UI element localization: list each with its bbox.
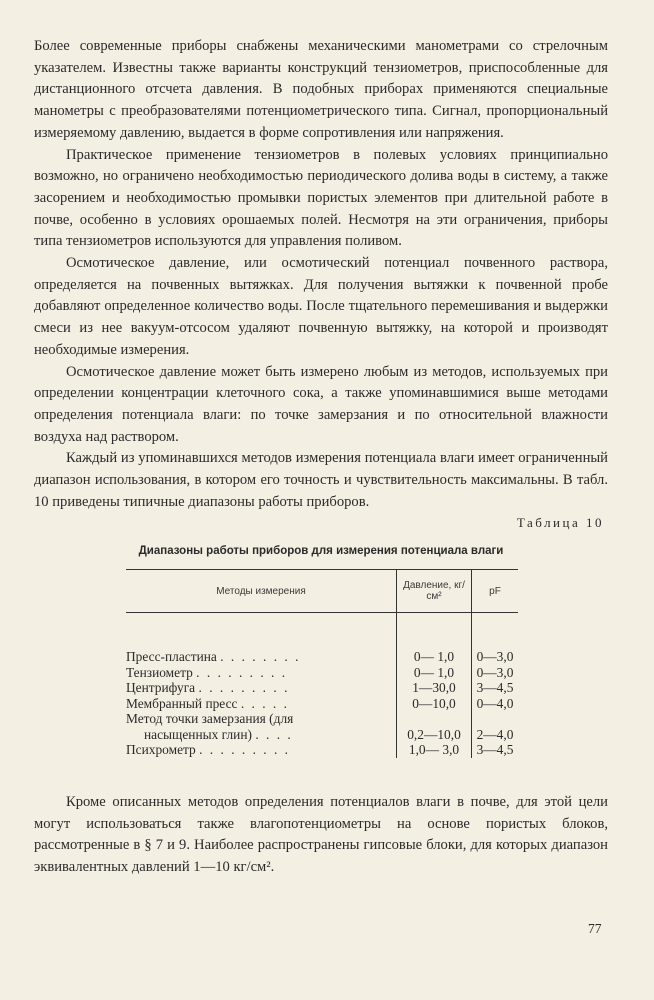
row-method-continuation: насыщенных глин) <box>144 726 252 742</box>
paragraph-5: Каждый из упоминавшихся методов измерения потенциала влаги имеет ограниченный диапазон использования, в котором его точность и чувствительность максимальны. В табл. 10 приведены типичные диапазоны работы приборов. <box>34 450 608 510</box>
row-pf: 0—4,0 <box>472 696 519 712</box>
table-row: Психрометр . . . . . . . . . 1,0— 3,0 3—4,5 <box>126 742 518 758</box>
row-pf: 0—3,0 <box>472 649 519 665</box>
paragraph-4: Осмотическое давление может быть измерено любым из методов, используемых при определении концентрации клеточного сока, а также упоминавшимися выше методами определения потенциала влаги: по точке замерзания и по относительной влажности воздуха над раствором. <box>34 363 608 445</box>
row-pressure: 0—10,0 <box>397 696 472 712</box>
row-pressure: 0,2—10,0 <box>397 727 472 743</box>
row-pf: 0—3,0 <box>472 665 519 681</box>
header-pressure: Давление, кг/см² <box>397 570 472 613</box>
header-pf: pF <box>472 570 519 613</box>
paragraph-3: Осмотическое давление, или осмотический потенциал почвенного раствора, определяется на почвенных вытяжках. Для получения вытяжки к почвенной пробе добавляют определенное количество воды. После тщательного перемешивания и выдержки смеси из нее вакуум-отсосом удаляют почвенную вытяжку, на которой и производят необходимые измерения. <box>34 255 608 358</box>
closing-paragraph: Кроме описанных методов определения потенциалов влаги в почве, для этой цели могут использоваться также влагопотенциометры на основе пористых блоков, рассмотренные в § 7 и 9. Наиболее распространены гипсовые блоки, для которых диапазон эквивалентных давлений 1—10 кг/см². <box>34 793 608 876</box>
ranges-table <box>126 569 518 758</box>
paragraph-2: Практическое применение тензиометров в полевых условиях принципиально возможно, но ограничено необходимостью периодического долива воды в систему, а также засорением и необходимостью промывки пористых элементов при длительной работе в почве, особенно в условиях орошаемых полей. Несмотря на эти ограничения, приборы типа тензиометров используются для управления поливом. <box>34 146 608 250</box>
row-pf: 3—4,5 <box>472 742 519 758</box>
header-method: Методы измерения <box>126 570 397 613</box>
table-row: Пресс-пластина . . . . . . . . 0— 1,0 0—3,0 <box>126 649 518 665</box>
row-pf: 2—4,0 <box>472 727 519 743</box>
table-row: Центрифуга . . . . . . . . . 1—30,0 3—4,5 <box>126 680 518 696</box>
row-pressure: 1—30,0 <box>397 680 472 696</box>
page-content <box>34 36 608 879</box>
table-number: Таблица 10 <box>516 515 604 531</box>
table-row: Тензиометр . . . . . . . . . 0— 1,0 0—3,0 <box>126 665 518 681</box>
row-method: Тензиометр <box>126 664 193 680</box>
table-title: Диапазоны работы приборов для измерения потенциала влаги <box>138 545 504 558</box>
table-row: насыщенных глин) . . . . 0,2—10,0 2—4,0 <box>126 727 518 743</box>
row-pressure: 1,0— 3,0 <box>397 742 472 758</box>
row-method: Мембранный пресс <box>126 695 238 711</box>
row-method: Центрифуга <box>126 680 196 696</box>
table-row: Мембранный пресс . . . . . 0—10,0 0—4,0 <box>126 696 518 712</box>
row-pf: 3—4,5 <box>472 680 519 696</box>
row-pressure: 0— 1,0 <box>397 649 472 665</box>
page-number: 77 <box>588 921 602 936</box>
row-method: Психрометр <box>126 742 196 758</box>
row-pressure: 0— 1,0 <box>397 665 472 681</box>
paragraph-1: Более современные приборы снабжены механическими манометрами со стрелочным указателем. Известны также варианты конструкций тензиометров, приспособленные для дистанционного отсчета давления. В подобных приборах применяются специальные манометры с преобразователями потенциометрического типа. Сигнал, пропорциональный измеряемому давлению, выдается в форме сопротивления или напряжения. <box>34 38 608 141</box>
table-row <box>126 711 518 727</box>
row-method: Пресс-пластина <box>126 649 217 665</box>
row-method: Метод точки замерзания (для <box>126 711 294 727</box>
